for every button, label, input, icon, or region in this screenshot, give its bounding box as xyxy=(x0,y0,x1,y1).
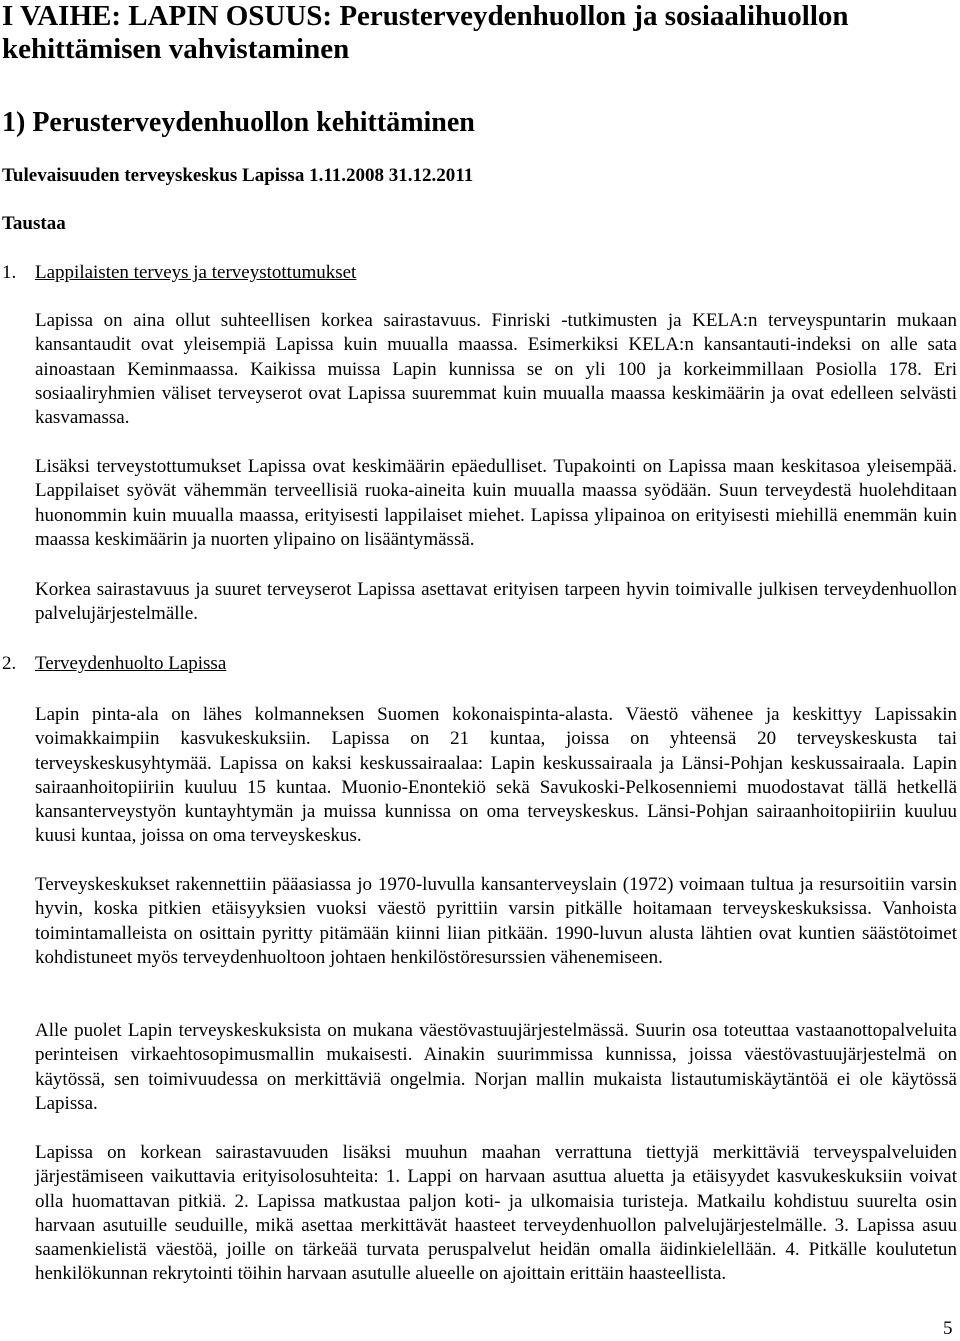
subsection-number: 1. xyxy=(2,262,17,283)
paragraph: Lapissa on aina ollut suhteellisen korkea sairastavuus. Finriski -tutkimusten ja KELA:n terveyspuntarin mukaan kansantaudit ovat yleisempiä Lapissa kuin muualla maassa. Esimerkiksi KELA:n kansantauti-indeksi on alle sata ainoastaan Keminmaassa. Kaikissa muissa Lapin kunnissa se on yli 100 ja korkeimmillaan Posiolla 178. Eri sosiaaliryhmien väliset terveyserot ovat Lapissa suuremmat kuin muualla maassa keskimäärin ja ovat edelleen selvästi kasvamassa. xyxy=(35,310,957,429)
subsection-title: Terveydenhuolto Lapissa xyxy=(35,653,227,674)
subsection-2-heading xyxy=(2,652,226,676)
subsection-title: Lappilaisten terveys ja terveystottumukset xyxy=(35,262,357,283)
paragraph: Lapin pinta-ala on lähes kolmanneksen Suomen kokonaispinta-alasta. Väestö vähenee ja keskittyy Lapissakin voimakkaimpiin kasvukeskuksiin. Lapissa on 21 kuntaa, joissa on yhteensä 20 terveyskeskusta tai terveyskeskusyhtymää. Lapissa on kaksi keskussairaalaa: Lapin keskussairaala ja Länsi-Pohjan keskussairaala. Lapin sairaanhoitopiiriin kuuluu 15 kuntaa. Muonio-Enontekiö sekä Savukoski-Pelkosenniemi muodostavat tällä hetkellä kansanterveystyön kuntayhtymän ja muissa kunnissa on oma terveyskeskus. Länsi-Pohjan sairaanhoitopiiriin kuuluu kuusi kuntaa, joissa on oma terveyskeskus. xyxy=(35,704,957,847)
paragraph: Lapissa on korkean sairastavuuden lisäksi muuhun maahan verrattuna tiettyjä merkittäviä terveyspalveluiden järjestämiseen vaikuttavia erityisolosuhteita: 1. Lappi on harvaan asuttua aluetta ja etäisyydet kasvukeskuksiin voivat olla huomattavan pitkiä. 2. Lapissa matkustaa paljon koti- ja ulkomaisia turisteja. Matkailu kohdistuu suurelta osin harvaan asutuille seuduille, mikä asettaa merkittävät haasteet terveydenhuollon palvelujärjestelmälle. 3. Lapissa asuu saamenkielistä väestöä, joille on tärkeää turvata peruspalvelut heidän omalla äidinkielellään. 4. Pitkälle koulutetun henkilökunnan rekrytointi töihin harvaan asutulle alueelle on ajoittain erittäin haasteellista. xyxy=(35,1142,957,1285)
document-title: I VAIHE: LAPIN OSUUS: Perusterveydenhuollon ja sosiaalihuollon kehittämisen vahvistaminen xyxy=(2,0,849,65)
project-title: Tulevaisuuden terveyskeskus Lapissa 1.11.2008 31.12.2011 xyxy=(2,165,474,186)
subsection-number: 2. xyxy=(2,653,17,674)
section-heading: 1) Perusterveydenhuollon kehittäminen xyxy=(2,107,475,138)
paragraph: Alle puolet Lapin terveyskeskuksista on mukana väestövastuujärjestelmässä. Suurin osa toteuttaa vastaanottopalveluita perinteisen virkaehtosopimusmallin mukaisesti. Ainakin suurimmissa kunnissa, joissa väestövastuujärjestelmä on käytössä, sen toimivuudessa on merkittäviä ongelmia. Norjan mallin mukaista listautumiskäytäntöä ei ole käytössä Lapissa. xyxy=(35,1020,957,1114)
page-number: 5 xyxy=(943,1318,953,1339)
paragraph: Terveyskeskukset rakennettiin pääasiassa jo 1970-luvulla kansanterveyslain (1972) voimaan tultua ja resursoitiin varsin hyvin, koska pitkien etäisyyksien vuoksi väestö pyrittiin varsin pitkälle hoitamaan terveyskeskuksissa. Vanhoista toimintamalleista on osittain pyritty pitämään kiinni liian pitkään. 1990-luvun alusta lähtien ovat kuntien säästötoimet kohdistuneet myös terveydenhuoltoon johtaen henkilöstöresurssien vähenemiseen. xyxy=(35,874,957,968)
paragraph: Lisäksi terveystottumukset Lapissa ovat keskimäärin epäedulliset. Tupakointi on Lapissa maan keskitasoa yleisempää. Lappilaiset syövät vähemmän terveellisiä ruoka-aineita kuin muualla maassa syödään. Suun terveydestä huolehditaan huonommin kuin muualla maassa, erityisesti lappilaiset miehet. Lapissa ylipainoa on erityisesti miehillä enemmän kuin maassa keskimäärin ja nuorten ylipaino on lisääntymässä. xyxy=(35,456,957,550)
subsection-1-heading xyxy=(2,261,356,285)
paragraph: Korkea sairastavuus ja suuret terveyserot Lapissa asettavat erityisen tarpeen hyvin toimivalle julkisen terveydenhuollon palvelujärjestelmälle. xyxy=(35,579,957,625)
background-heading: Taustaa xyxy=(2,213,66,234)
